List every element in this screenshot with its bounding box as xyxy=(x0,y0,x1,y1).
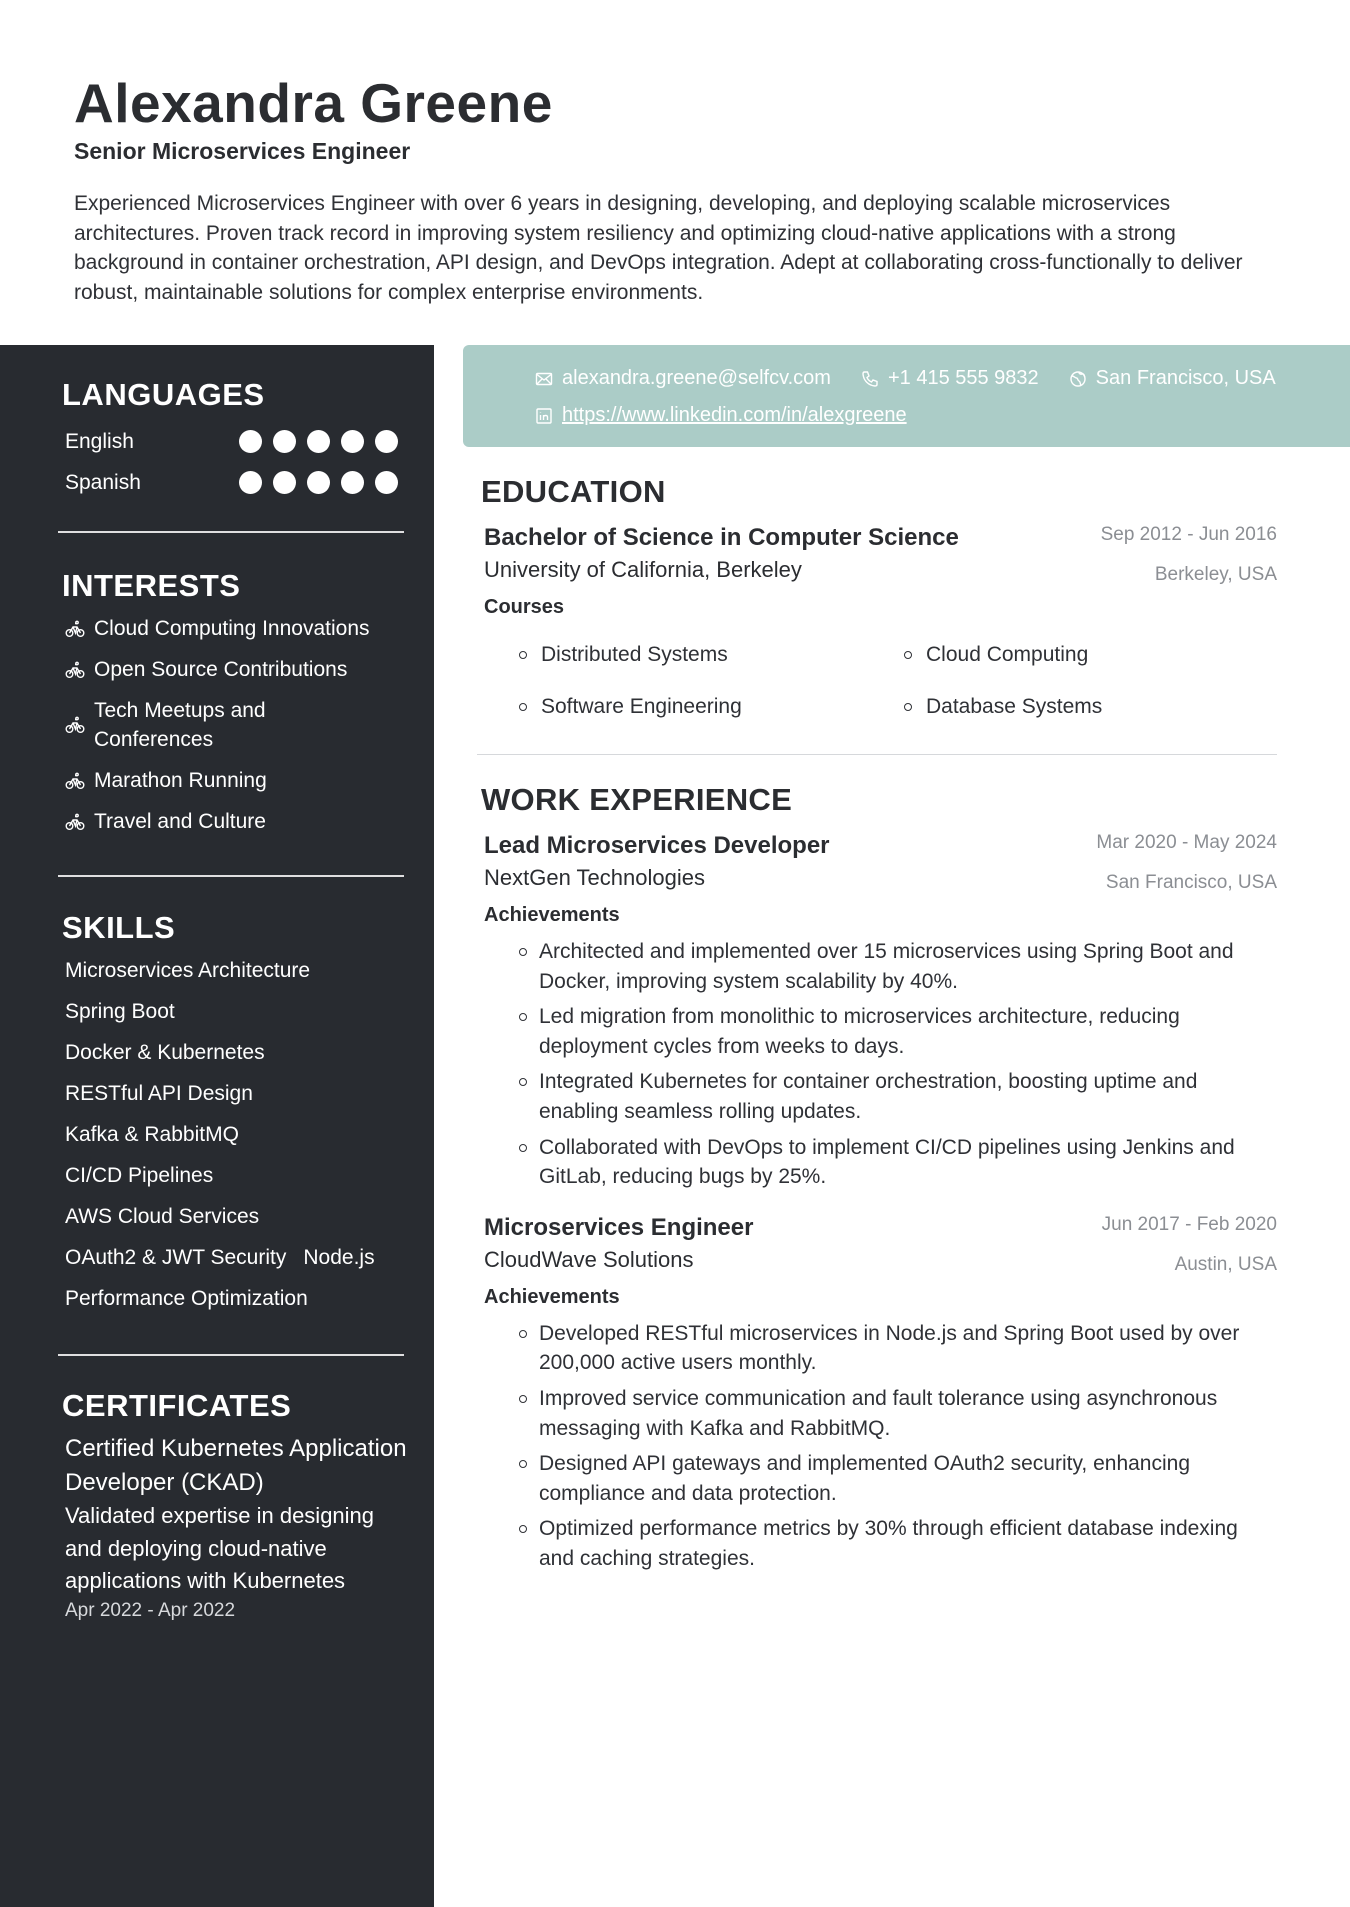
achievements-label: Achievements xyxy=(484,1285,620,1308)
education-title: EDUCATION xyxy=(481,474,666,509)
skill-item: AWS Cloud Services xyxy=(65,1205,260,1228)
interest-label: Tech Meetups and Conferences xyxy=(94,699,266,751)
languages-section xyxy=(62,377,408,503)
interest-label: Cloud Computing Innovations xyxy=(94,617,370,640)
location-text: San Francisco, USA xyxy=(1095,367,1276,389)
achievement-item xyxy=(519,1002,1277,1061)
skills-section xyxy=(62,910,408,1319)
language-row xyxy=(62,462,408,503)
bullet-icon xyxy=(519,1330,527,1338)
section-divider xyxy=(58,531,404,533)
interests-section xyxy=(62,568,408,842)
course-name: Software Engineering xyxy=(541,695,742,718)
work-experience-section xyxy=(481,782,1277,1580)
achievement-text: Developed RESTful microservices in Node.js and Spring Boot used by over 200,000 active users monthly. xyxy=(539,1321,1240,1375)
achievement-text: Improved service communication and fault tolerance using asynchronous messaging with Kafka and RabbitMQ. xyxy=(539,1386,1218,1440)
skill-item: Performance Optimization xyxy=(65,1287,308,1310)
level-dot xyxy=(273,471,296,494)
interest-label: Marathon Running xyxy=(94,769,267,792)
section-divider xyxy=(58,1354,404,1356)
bicycle-icon xyxy=(65,812,85,832)
achievement-text: Collaborated with DevOps to implement CI/CD pipelines using Jenkins and GitLab, reducing bugs by 25%. xyxy=(539,1135,1235,1189)
course-item xyxy=(519,681,904,733)
level-dot xyxy=(341,471,364,494)
contact-email[interactable] xyxy=(535,367,831,390)
bullet-icon xyxy=(519,1013,527,1021)
skill-item: Node.js xyxy=(303,1246,375,1269)
achievement-item xyxy=(519,1514,1277,1573)
achievement-text: Architected and implemented over 15 microservices using Spring Boot and Docker, improving system scalability by 40%. xyxy=(539,940,1234,993)
job-entry xyxy=(481,832,1277,898)
level-dot xyxy=(307,471,330,494)
job-date: Mar 2020 - May 2024 xyxy=(1096,832,1277,853)
bullet-icon xyxy=(904,651,912,659)
contact-bar xyxy=(463,345,1350,447)
skill-item: Docker & Kubernetes xyxy=(65,1041,265,1064)
language-level xyxy=(239,471,398,494)
bullet-icon xyxy=(519,651,527,659)
course-name: Distributed Systems xyxy=(541,643,728,666)
level-dot xyxy=(239,471,262,494)
bullet-icon xyxy=(519,1460,527,1468)
company-name: NextGen Technologies xyxy=(484,865,705,890)
candidate-name: Alexandra Greene xyxy=(74,72,553,134)
certificate-description: Validated expertise in designing and deploying cloud-native applications with Kubernetes xyxy=(65,1503,375,1593)
bullet-icon xyxy=(519,1078,527,1086)
language-name: English xyxy=(65,429,134,453)
certificates-section xyxy=(62,1388,408,1622)
skill-item: Kafka & RabbitMQ xyxy=(65,1123,239,1146)
certificates-title: CERTIFICATES xyxy=(62,1388,292,1423)
resume-header xyxy=(74,70,1284,307)
skill-item: OAuth2 & JWT Security xyxy=(65,1246,287,1269)
achievement-text: Led migration from monolithic to microservices architecture, reducing deployment cycles from weeks to days. xyxy=(539,1005,1180,1058)
achievements-list xyxy=(481,1319,1277,1574)
skill-item: RESTful API Design xyxy=(65,1082,253,1105)
job-role: Lead Microservices Developer xyxy=(484,832,830,859)
section-divider xyxy=(477,754,1277,755)
bicycle-icon xyxy=(65,619,85,639)
interest-item xyxy=(62,760,408,801)
interest-item xyxy=(62,801,408,842)
phone-icon xyxy=(861,370,879,388)
interest-item xyxy=(62,690,408,760)
interest-item xyxy=(62,649,408,690)
contact-location xyxy=(1069,367,1276,390)
achievement-text: Optimized performance metrics by 30% through efficient database indexing and caching strategies. xyxy=(539,1517,1238,1570)
job-location: San Francisco, USA xyxy=(1105,872,1277,893)
bullet-icon xyxy=(519,1525,527,1533)
job-entry xyxy=(481,1214,1277,1280)
course-name: Database Systems xyxy=(926,695,1103,718)
bullet-icon xyxy=(519,1144,527,1152)
work-experience-title: WORK EXPERIENCE xyxy=(481,782,793,817)
bullet-icon xyxy=(904,703,912,711)
section-divider xyxy=(58,875,404,877)
interest-label: Travel and Culture xyxy=(94,810,266,833)
education-location: Berkeley, USA xyxy=(1154,564,1277,585)
skill-item: Spring Boot xyxy=(65,1000,175,1023)
skill-item: Microservices Architecture xyxy=(65,959,311,982)
education-section xyxy=(481,474,1277,733)
job-title: Senior Microservices Engineer xyxy=(74,138,411,164)
email-text: alexandra.greene@selfcv.com xyxy=(562,367,831,389)
bicycle-icon xyxy=(65,771,85,791)
level-dot xyxy=(273,430,296,453)
languages-title: LANGUAGES xyxy=(62,377,265,412)
mail-icon xyxy=(535,370,553,388)
language-level xyxy=(239,430,398,453)
achievements-list xyxy=(481,937,1277,1192)
job-location: Austin, USA xyxy=(1174,1253,1277,1275)
education-entry xyxy=(481,524,1277,590)
achievement-item xyxy=(519,1319,1277,1378)
achievement-item xyxy=(519,1133,1277,1192)
job-date: Jun 2017 - Feb 2020 xyxy=(1101,1213,1277,1235)
course-item xyxy=(519,629,904,681)
linkedin-icon xyxy=(535,407,553,425)
interest-item xyxy=(62,608,408,649)
course-item xyxy=(904,629,1204,681)
certificate-name: Certified Kubernetes Application Developer (CKAD) xyxy=(65,1435,407,1496)
level-dot xyxy=(239,430,262,453)
skill-item: CI/CD Pipelines xyxy=(65,1164,214,1187)
courses-list xyxy=(481,629,1277,733)
certificate-date: Apr 2022 - Apr 2022 xyxy=(65,1599,236,1621)
courses-label: Courses xyxy=(484,596,565,618)
skills-title: SKILLS xyxy=(62,910,176,945)
job-role: Microservices Engineer xyxy=(484,1213,754,1241)
phone-text: +1 415 555 9832 xyxy=(887,367,1039,389)
bicycle-icon xyxy=(65,660,85,680)
level-dot xyxy=(341,430,364,453)
course-name: Cloud Computing xyxy=(926,643,1089,666)
bullet-icon xyxy=(519,948,527,956)
bullet-icon xyxy=(519,703,527,711)
company-name: CloudWave Solutions xyxy=(484,1246,694,1272)
achievement-text: Designed API gateways and implemented OAuth2 security, enhancing compliance and data protection. xyxy=(539,1452,1190,1505)
bullet-icon xyxy=(519,1395,527,1403)
achievement-text: Integrated Kubernetes for container orchestration, boosting uptime and enabling seamless rolling updates. xyxy=(539,1070,1198,1123)
achievement-item xyxy=(519,1449,1277,1508)
achievement-item xyxy=(519,937,1277,996)
degree-title: Bachelor of Science in Computer Science xyxy=(484,524,959,551)
achievements-label: Achievements xyxy=(484,904,620,926)
contact-linkedin[interactable] xyxy=(535,404,907,427)
language-name: Spanish xyxy=(65,470,141,494)
achievement-item xyxy=(519,1384,1277,1443)
achievement-item xyxy=(519,1067,1277,1126)
interest-label: Open Source Contributions xyxy=(94,658,348,681)
linkedin-link[interactable]: https://www.linkedin.com/in/alexgreene xyxy=(562,404,907,426)
language-row xyxy=(62,421,408,462)
school-name: University of California, Berkeley xyxy=(484,557,802,582)
contact-phone[interactable] xyxy=(861,367,1039,390)
education-date: Sep 2012 - Jun 2016 xyxy=(1100,524,1277,545)
bicycle-icon xyxy=(65,715,85,735)
globe-icon xyxy=(1069,370,1087,388)
professional-summary: Experienced Microservices Engineer with over 6 years in designing, developing, and deploying scalable microservices architectures. Proven track record in improving system resiliency and optimizing cloud-native applications with a strong background in container orchestration, API design, and DevOps integration. Adept at collaborating cross-functionally to deliver robust, maintainable solutions for complex enterprise environments. xyxy=(74,192,1243,304)
course-item xyxy=(904,681,1204,733)
level-dot xyxy=(375,471,398,494)
sidebar xyxy=(0,345,434,1907)
interests-title: INTERESTS xyxy=(62,568,241,603)
level-dot xyxy=(307,430,330,453)
level-dot xyxy=(375,430,398,453)
